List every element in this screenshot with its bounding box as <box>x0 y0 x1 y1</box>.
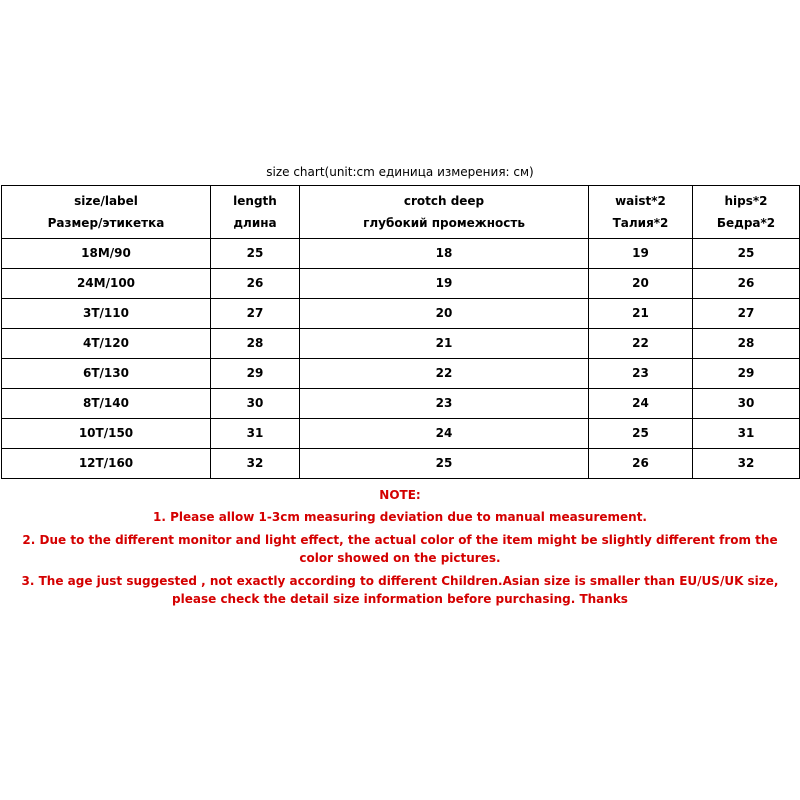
cell-waist: 25 <box>589 419 693 449</box>
cell-length: 31 <box>211 419 300 449</box>
table-row <box>2 239 800 269</box>
cell-crotch: 21 <box>300 329 589 359</box>
chart-title: size chart(unit:cm единица измерения: см) <box>266 165 534 179</box>
header-length-en: length <box>233 194 277 208</box>
cell-size: 6T/130 <box>2 359 211 389</box>
cell-hips: 25 <box>693 239 800 269</box>
cell-hips: 30 <box>693 389 800 419</box>
cell-crotch: 20 <box>300 299 589 329</box>
table-row <box>2 419 800 449</box>
cell-length: 25 <box>211 239 300 269</box>
notes-section <box>0 486 800 613</box>
cell-waist: 26 <box>589 449 693 479</box>
header-waist <box>589 186 693 239</box>
header-crotch <box>300 186 589 239</box>
cell-length: 30 <box>211 389 300 419</box>
table-row <box>2 359 800 389</box>
cell-waist: 20 <box>589 269 693 299</box>
header-crotch-ru: глубокий промежность <box>363 216 525 230</box>
cell-size: 3T/110 <box>2 299 211 329</box>
note-item: 1. Please allow 1-3cm measuring deviation due to manual measurement. <box>153 510 647 524</box>
header-length <box>211 186 300 239</box>
cell-hips: 26 <box>693 269 800 299</box>
cell-size: 4T/120 <box>2 329 211 359</box>
cell-hips: 28 <box>693 329 800 359</box>
cell-waist: 22 <box>589 329 693 359</box>
cell-size: 12T/160 <box>2 449 211 479</box>
header-crotch-en: crotch deep <box>403 194 485 208</box>
cell-crotch: 23 <box>300 389 589 419</box>
cell-size: 10T/150 <box>2 419 211 449</box>
cell-hips: 32 <box>693 449 800 479</box>
table-header-row <box>2 186 800 239</box>
header-size-ru: Размер/этикетка <box>47 216 165 230</box>
note-item: 3. The age just suggested , not exactly according to different Children.Asian size is smaller than EU/US/UK size, please check the detail size information before purchasing. Thanks <box>21 574 779 606</box>
header-hips <box>693 186 800 239</box>
table-row <box>2 329 800 359</box>
cell-length: 29 <box>211 359 300 389</box>
cell-crotch: 19 <box>300 269 589 299</box>
cell-hips: 27 <box>693 299 800 329</box>
cell-length: 32 <box>211 449 300 479</box>
header-waist-en: waist*2 <box>615 194 666 208</box>
cell-length: 28 <box>211 329 300 359</box>
cell-length: 27 <box>211 299 300 329</box>
cell-waist: 23 <box>589 359 693 389</box>
header-size <box>2 186 211 239</box>
table-row <box>2 269 800 299</box>
header-size-en: size/label <box>74 194 138 208</box>
cell-waist: 19 <box>589 239 693 269</box>
notes-heading: NOTE: <box>379 488 421 502</box>
cell-size: 8T/140 <box>2 389 211 419</box>
table-row <box>2 449 800 479</box>
table-row <box>2 299 800 329</box>
cell-crotch: 24 <box>300 419 589 449</box>
cell-waist: 24 <box>589 389 693 419</box>
cell-waist: 21 <box>589 299 693 329</box>
cell-size: 24M/100 <box>2 269 211 299</box>
header-waist-ru: Талия*2 <box>612 216 669 230</box>
note-item: 2. Due to the different monitor and light effect, the actual color of the item might be slightly different from the color showed on the pictures. <box>22 533 778 565</box>
cell-length: 26 <box>211 269 300 299</box>
header-hips-en: hips*2 <box>724 194 768 208</box>
cell-crotch: 22 <box>300 359 589 389</box>
header-hips-ru: Бедра*2 <box>716 216 776 230</box>
size-chart-table <box>1 185 800 479</box>
table-row <box>2 389 800 419</box>
cell-hips: 29 <box>693 359 800 389</box>
header-length-ru: длина <box>233 216 277 230</box>
cell-size: 18M/90 <box>2 239 211 269</box>
cell-crotch: 25 <box>300 449 589 479</box>
cell-hips: 31 <box>693 419 800 449</box>
cell-crotch: 18 <box>300 239 589 269</box>
